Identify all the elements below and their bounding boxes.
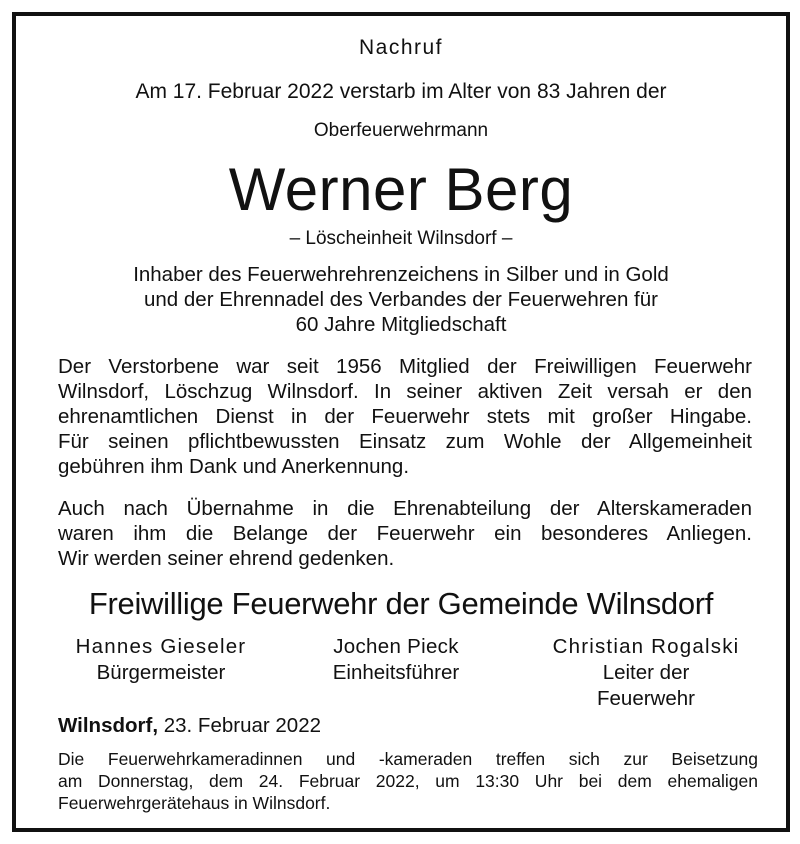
paragraph-line: waren ihm die Belange der Feuerwehr ein besonderes Anliegen.	[58, 522, 752, 545]
signer-role: Feuerwehr	[597, 687, 695, 710]
signer-role: Bürgermeister	[96, 661, 226, 684]
notice-content	[16, 16, 786, 828]
paragraph-line: Für seinen pflichtbewussten Einsatz zum Wohle der Allgemeinheit	[58, 430, 752, 453]
signer-mayor	[46, 634, 276, 686]
honors-line: und der Ehrennadel des Verbandes der Feuerwehren für	[144, 288, 658, 311]
organization-name: Freiwillige Feuerwehr der Gemeinde Wilnsdorf	[88, 586, 714, 621]
signer-role: Einheitsführer	[332, 661, 460, 684]
honors-line: Inhaber des Feuerwehrehrenzeichens in Silber und in Gold	[133, 263, 669, 286]
paragraph-line: Wir werden seiner ehrend gedenken.	[58, 547, 395, 570]
notice-frame	[12, 12, 790, 832]
signer-fire-chief	[526, 634, 766, 712]
deceased-name: Werner Berg	[228, 156, 574, 223]
funeral-line: Feuerwehrgerätehaus in Wilnsdorf.	[58, 793, 331, 813]
signer-name: Hannes Gieseler	[75, 635, 247, 658]
deceased-unit: – Löscheinheit Wilnsdorf –	[289, 228, 513, 249]
place: Wilnsdorf,	[58, 714, 159, 737]
signer-unit-leader	[296, 634, 496, 686]
paragraph-line: ehrenamtlichen Dienst in der Feuerwehr stets mit großer Hingabe.	[58, 405, 752, 428]
paragraph-line: gebühren ihm Dank und Anerkennung.	[58, 455, 410, 478]
paragraph-line: Wilnsdorf, Löschzug Wilnsdorf. In seiner aktiven Zeit versah er den	[58, 380, 752, 403]
paragraph-remembrance	[58, 496, 752, 571]
signer-name: Jochen Pieck	[333, 635, 459, 658]
paragraph-line: Auch nach Übernahme in die Ehrenabteilung der Alterskameraden	[58, 497, 752, 520]
signer-role: Leiter der	[602, 661, 690, 684]
notice-intro: Am 17. Februar 2022 verstarb im Alter von 83 Jahren der	[135, 80, 667, 103]
honors-line: 60 Jahre Mitgliedschaft	[295, 313, 507, 336]
funeral-line: am Donnerstag, dem 24. Februar 2022, um 13:30 Uhr bei dem ehemaligen	[58, 771, 758, 791]
notice-heading: Nachruf	[358, 36, 444, 59]
funeral-info	[58, 748, 758, 814]
honors-block	[16, 262, 786, 337]
deceased-rank: Oberfeuerwehrmann	[313, 120, 489, 141]
funeral-line: Die Feuerwehrkameradinnen und -kameraden treffen sich zur Beisetzung	[58, 749, 758, 769]
signer-name: Christian Rogalski	[552, 635, 740, 658]
paragraph-line: Der Verstorbene war seit 1956 Mitglied der Freiwilligen Feuerwehr	[58, 355, 752, 378]
date: 23. Februar 2022	[163, 714, 322, 737]
paragraph-membership	[58, 354, 752, 479]
place-date	[58, 714, 321, 738]
